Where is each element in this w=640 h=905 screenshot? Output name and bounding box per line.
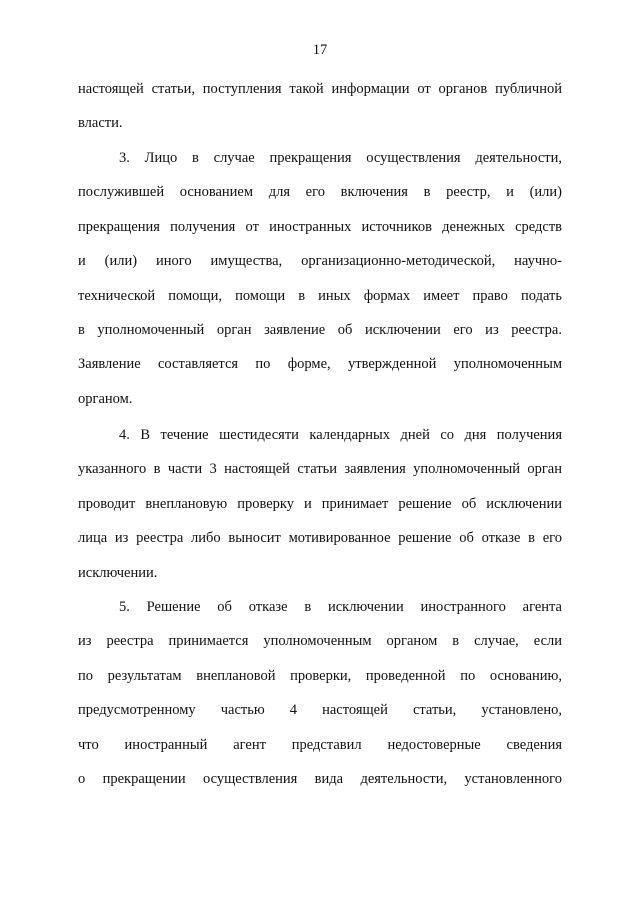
text-line: что иностранный агент представил недостоверные сведения bbox=[78, 736, 562, 753]
text-line: технической помощи, помощи в иных формах имеет право подать bbox=[78, 287, 562, 304]
text-line: настоящей статьи, поступления такой информации от органов публичной bbox=[78, 81, 562, 97]
text-line: органом. bbox=[78, 390, 133, 407]
text-line: проводит внеплановую проверку и принимает решение об исключении bbox=[78, 495, 562, 512]
text-line: о прекращении осуществления вида деятельности, установленного bbox=[78, 770, 562, 787]
paragraph-clause-5 bbox=[78, 590, 562, 796]
text-line: Заявление составляется по форме, утвержденной уполномоченным bbox=[78, 356, 562, 373]
page-number: 17 bbox=[312, 42, 328, 58]
text-line: 4. В течение шестидесяти календарных дней со дня получения bbox=[119, 427, 562, 443]
text-line: прекращения получения от иностранных источников денежных средств bbox=[78, 218, 562, 235]
text-line: предусмотренному частью 4 настоящей статьи, установлено, bbox=[78, 702, 562, 719]
text-line: 3. Лицо в случае прекращения осуществления деятельности, bbox=[119, 150, 562, 166]
text-line: власти. bbox=[78, 115, 123, 132]
text-line: 5. Решение об отказе в исключении иностранного агента bbox=[119, 599, 562, 615]
text-line: послужившей основанием для его включения в реестр, и (или) bbox=[78, 184, 562, 201]
paragraph-clause-3 bbox=[78, 141, 562, 416]
text-line: лица из реестра либо выносит мотивированное решение об отказе в его bbox=[78, 530, 562, 547]
text-line: указанного в части 3 настоящей статьи заявления уполномоченный орган bbox=[78, 461, 562, 478]
text-line: в уполномоченный орган заявление об исключении его из реестра. bbox=[78, 321, 562, 338]
text-line: из реестра принимается уполномоченным органом в случае, если bbox=[78, 633, 562, 650]
text-line: и (или) иного имущества, организационно-методической, научно- bbox=[78, 253, 562, 270]
text-line: по результатам внеплановой проверки, проведенной по основанию, bbox=[78, 667, 562, 684]
paragraph-clause-4 bbox=[78, 418, 562, 590]
paragraph-continuation bbox=[78, 72, 562, 141]
text-line: исключении. bbox=[78, 564, 158, 581]
